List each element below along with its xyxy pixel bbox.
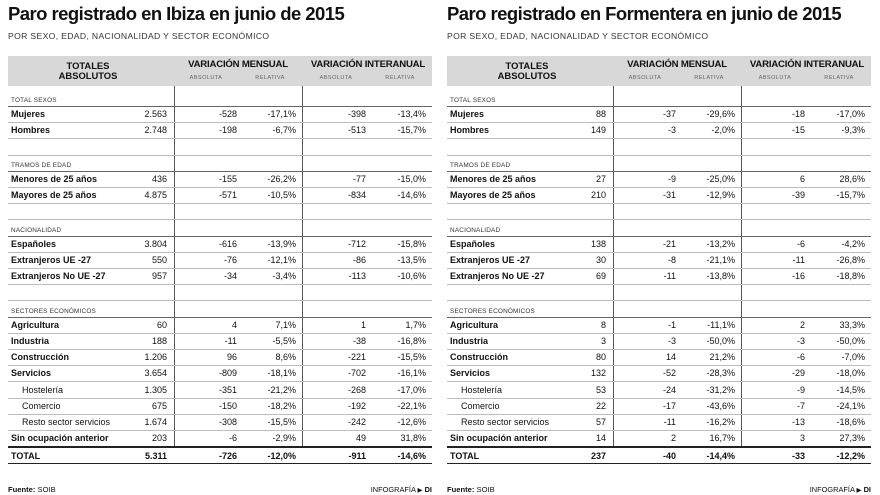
credit-brand: DI — [863, 485, 871, 494]
cell-value: 14 — [665, 352, 676, 362]
cell-value: -50,0% — [836, 336, 865, 346]
cell-value: -43,6% — [706, 401, 735, 411]
row-label: TRAMOS DE EDAD — [11, 162, 72, 169]
cell-value: -86 — [352, 255, 366, 265]
row-label: SECTORES ECONÓMICOS — [11, 308, 96, 315]
cell-value: -29 — [791, 368, 805, 378]
cell-value: 2.748 — [144, 125, 167, 135]
row-label: Hombres — [450, 125, 490, 135]
table-row — [8, 349, 432, 366]
cell-value: -4,2% — [841, 239, 865, 249]
row-label: Sin ocupación anterior — [11, 433, 109, 443]
cell-value: -76 — [223, 255, 237, 265]
cell-value: 80 — [595, 352, 606, 362]
source-label: Fuente: — [447, 485, 475, 494]
cell-value: -11,1% — [707, 320, 735, 330]
cell-value: -34 — [223, 271, 237, 281]
cell-value: -221 — [347, 352, 366, 362]
table-row — [8, 171, 432, 188]
cell-value: -31 — [662, 190, 676, 200]
cell-value: -22,1% — [397, 401, 426, 411]
cell-value: -24,1% — [836, 401, 865, 411]
table-row — [447, 414, 871, 431]
infografia-credit — [371, 485, 432, 494]
row-label: Extranjeros No UE -27 — [11, 271, 106, 281]
cell-value: -15,7% — [836, 190, 865, 200]
row-label: Extranjeros UE -27 — [11, 255, 92, 265]
row-label: Hombres — [11, 125, 51, 135]
table-row — [447, 398, 871, 415]
cell-value: -29,6% — [706, 109, 735, 119]
table-row — [8, 333, 432, 350]
ibiza-table-panel — [8, 0, 438, 495]
cell-value: -12,9% — [706, 190, 735, 200]
row-label: NACIONALIDAD — [450, 227, 501, 234]
cell-value: -155 — [218, 174, 237, 184]
section-header — [8, 301, 432, 318]
header-totales — [8, 56, 168, 86]
cell-value: 4.875 — [144, 190, 167, 200]
cell-value: 5.311 — [144, 451, 167, 461]
subheader-absoluta: ABSOLUTA — [758, 75, 792, 81]
header-totales-line1: TOTALES — [66, 60, 110, 71]
header-variacion-mensual-group — [174, 56, 302, 86]
source-note — [8, 485, 56, 494]
cell-value: 957 — [151, 271, 167, 281]
subheader-relativa: RELATIVA — [694, 75, 724, 81]
cell-value: -38 — [352, 336, 366, 346]
cell-value: -3,4% — [272, 271, 296, 281]
cell-value: -9 — [796, 385, 805, 395]
cell-value: 3.654 — [144, 368, 167, 378]
cell-value: 210 — [590, 190, 606, 200]
cell-value: -14,6% — [397, 451, 426, 461]
row-label: Hostelería — [461, 385, 503, 395]
cell-value: -18,8% — [836, 271, 865, 281]
table-row — [8, 382, 432, 399]
source-value: SOIB — [476, 485, 495, 494]
header-variacion-interanual: VARIACIÓN INTERANUAL — [310, 59, 426, 70]
cell-value: 2.563 — [144, 109, 167, 119]
cell-value: -52 — [662, 368, 676, 378]
cell-value: -16,2% — [706, 417, 735, 427]
cell-value: -18 — [791, 109, 805, 119]
cell-value: 149 — [590, 125, 606, 135]
cell-value: 2 — [670, 433, 676, 443]
row-label: Industria — [450, 336, 489, 346]
cell-value: -192 — [347, 401, 366, 411]
table-row — [8, 365, 432, 382]
cell-value: 237 — [590, 451, 606, 461]
cell-value: -11 — [663, 417, 676, 427]
cell-value: -24 — [662, 385, 676, 395]
cell-value: 88 — [595, 109, 606, 119]
cell-value: -12,0% — [267, 451, 296, 461]
cell-value: -40 — [662, 451, 676, 461]
play-triangle-icon: ▶ — [856, 487, 862, 494]
table-header — [8, 56, 432, 86]
row-label: Industria — [11, 336, 50, 346]
row-label: Mujeres — [450, 109, 485, 119]
cell-value: 16,7% — [709, 433, 735, 443]
cell-value: -11 — [224, 336, 237, 346]
row-label: Españoles — [450, 239, 496, 249]
cell-value: -15,5% — [267, 417, 296, 427]
cell-value: 27 — [595, 174, 606, 184]
cell-value: -6 — [796, 239, 805, 249]
row-label: Resto sector servicios — [22, 417, 111, 427]
cell-value: -7,0% — [841, 352, 865, 362]
subheader-relativa: RELATIVA — [824, 75, 854, 81]
table-row — [447, 333, 871, 350]
section-header — [8, 90, 432, 107]
table-row — [8, 122, 432, 139]
credit-label: INFOGRAFÍA — [809, 485, 855, 494]
cell-value: 4 — [231, 320, 237, 330]
table-row — [447, 252, 871, 269]
row-label: Españoles — [11, 239, 57, 249]
cell-value: -11 — [663, 271, 676, 281]
row-label: TRAMOS DE EDAD — [450, 162, 511, 169]
table-row — [447, 171, 871, 188]
cell-value: -14,5% — [836, 385, 865, 395]
cell-value: 96 — [226, 352, 237, 362]
subheader-relativa: RELATIVA — [255, 75, 285, 81]
cell-value: -26,2% — [267, 174, 296, 184]
cell-value: -113 — [348, 271, 366, 281]
cell-value: 8,6% — [275, 352, 296, 362]
cell-value: -16 — [791, 271, 805, 281]
cell-value: -308 — [218, 417, 237, 427]
cell-value: 22 — [595, 401, 606, 411]
row-label: Servicios — [11, 368, 52, 378]
cell-value: -6 — [228, 433, 237, 443]
row-label: Hostelería — [22, 385, 64, 395]
cell-value: 132 — [590, 368, 606, 378]
row-label: Comercio — [22, 401, 61, 411]
cell-value: 30 — [595, 255, 606, 265]
cell-value: 3 — [600, 336, 606, 346]
cell-value: -571 — [218, 190, 237, 200]
cell-value: -712 — [347, 239, 366, 249]
source-note — [447, 485, 495, 494]
bottom-rule — [8, 463, 432, 464]
row-label: Mujeres — [11, 109, 46, 119]
table-row — [447, 349, 871, 366]
table-row — [8, 139, 432, 156]
cell-value: -15 — [791, 125, 805, 135]
cell-value: -16,8% — [397, 336, 426, 346]
cell-value: -14,6% — [397, 190, 426, 200]
cell-value: -18,1% — [267, 368, 296, 378]
section-header — [8, 220, 432, 237]
cell-value: -5,5% — [272, 336, 296, 346]
row-label: TOTAL SEXOS — [450, 97, 496, 104]
cell-value: 2 — [799, 320, 805, 330]
table-row — [447, 122, 871, 139]
cell-value: -13,9% — [267, 239, 296, 249]
table-row — [447, 382, 871, 399]
row-label: Construcción — [11, 352, 70, 362]
cell-value: -11 — [792, 255, 805, 265]
cell-value: -911 — [348, 451, 366, 461]
table-row — [447, 187, 871, 204]
subheader-absoluta: ABSOLUTA — [628, 75, 662, 81]
total-row — [8, 448, 432, 464]
cell-value: 57 — [595, 417, 606, 427]
infografia-credit — [810, 485, 871, 494]
cell-value: -726 — [218, 451, 237, 461]
subheader-absoluta: ABSOLUTA — [319, 75, 353, 81]
cell-value: -15,0% — [397, 174, 426, 184]
play-triangle-icon: ▶ — [417, 487, 423, 494]
cell-value: -25,0% — [706, 174, 735, 184]
row-label: Resto sector servicios — [461, 417, 550, 427]
total-divider — [447, 446, 871, 448]
total-row — [447, 448, 871, 464]
source-value: SOIB — [37, 485, 56, 494]
table-row — [8, 236, 432, 253]
cell-value: 49 — [355, 433, 366, 443]
table-header — [447, 56, 871, 86]
cell-value: -351 — [218, 385, 237, 395]
cell-value: -6,7% — [272, 125, 296, 135]
cell-value: 1 — [360, 320, 366, 330]
cell-value: -13,4% — [397, 109, 426, 119]
table-row — [447, 203, 871, 220]
header-totales-line1: TOTALES — [505, 60, 549, 71]
cell-value: -50,0% — [706, 336, 735, 346]
cell-value: -13,2% — [706, 239, 735, 249]
section-header — [8, 155, 432, 172]
header-variacion-mensual: VARIACIÓN MENSUAL — [188, 59, 288, 70]
cell-value: 1.305 — [144, 385, 167, 395]
cell-value: 3 — [799, 433, 805, 443]
panel-title: Paro registrado en Formentera en junio de 2015 — [447, 3, 842, 24]
cell-value: 27,3% — [839, 433, 865, 443]
cell-value: -28,3% — [706, 368, 735, 378]
cell-value: -21,1% — [706, 255, 735, 265]
cell-value: -198 — [218, 125, 237, 135]
cell-value: 3.804 — [144, 239, 167, 249]
cell-value: 436 — [151, 174, 167, 184]
cell-value: -18,6% — [836, 417, 865, 427]
table-row — [8, 414, 432, 431]
table-row — [447, 317, 871, 334]
cell-value: -17,0% — [836, 109, 865, 119]
cell-value: 60 — [156, 320, 167, 330]
table-row — [447, 430, 871, 447]
cell-value: -150 — [218, 401, 237, 411]
cell-value: -10,5% — [267, 190, 296, 200]
row-label: Servicios — [450, 368, 491, 378]
source-label: Fuente: — [8, 485, 36, 494]
cell-value: 69 — [595, 271, 606, 281]
row-label: SECTORES ECONÓMICOS — [450, 308, 535, 315]
cell-value: -834 — [347, 190, 366, 200]
cell-value: -3 — [667, 125, 676, 135]
row-label: TOTAL — [11, 451, 41, 461]
cell-value: -14,4% — [706, 451, 735, 461]
cell-value: -21,2% — [267, 385, 296, 395]
cell-value: 33,3% — [839, 320, 865, 330]
row-label: Agricultura — [11, 320, 60, 330]
cell-value: -31,2% — [706, 385, 735, 395]
cell-value: -398 — [347, 109, 366, 119]
cell-value: -15,5% — [397, 352, 426, 362]
table-row — [8, 106, 432, 123]
table-row — [8, 430, 432, 447]
table-row — [8, 268, 432, 285]
total-divider — [8, 446, 432, 448]
cell-value: 203 — [151, 433, 167, 443]
table-row — [8, 203, 432, 220]
cell-value: 675 — [151, 401, 167, 411]
cell-value: -26,8% — [836, 255, 865, 265]
header-variacion-mensual-group — [613, 56, 741, 86]
row-label: Menores de 25 años — [11, 174, 98, 184]
section-header — [447, 301, 871, 318]
cell-value: 1.206 — [144, 352, 167, 362]
table-row — [447, 139, 871, 156]
cell-value: 7,1% — [275, 320, 296, 330]
table-row — [8, 187, 432, 204]
cell-value: -13,5% — [397, 255, 426, 265]
header-variacion-interanual-group — [743, 56, 871, 86]
bottom-rule — [447, 463, 871, 464]
header-variacion-mensual: VARIACIÓN MENSUAL — [627, 59, 727, 70]
row-label: Agricultura — [450, 320, 499, 330]
cell-value: -3 — [796, 336, 805, 346]
header-totales — [447, 56, 607, 86]
cell-value: -513 — [347, 125, 366, 135]
cell-value: -268 — [347, 385, 366, 395]
cell-value: -39 — [791, 190, 805, 200]
cell-value: 53 — [595, 385, 606, 395]
table-row — [447, 365, 871, 382]
formentera-table-panel — [447, 0, 877, 495]
cell-value: -13,8% — [706, 271, 735, 281]
table-row — [8, 284, 432, 301]
cell-value: -7 — [796, 401, 805, 411]
cell-value: -809 — [218, 368, 237, 378]
cell-value: -17,1% — [267, 109, 296, 119]
cell-value: -9 — [667, 174, 676, 184]
panel-title: Paro registrado en Ibiza en junio de 2015 — [8, 3, 345, 24]
cell-value: 1.674 — [144, 417, 167, 427]
row-label: Extranjeros No UE -27 — [450, 271, 545, 281]
cell-value: 550 — [151, 255, 167, 265]
table-row — [8, 317, 432, 334]
cell-value: -15,8% — [397, 239, 426, 249]
cell-value: 1,7% — [405, 320, 426, 330]
section-header — [447, 90, 871, 107]
cell-value: -6 — [796, 352, 805, 362]
table-row — [447, 106, 871, 123]
header-totales-line2: ABSOLUTOS — [58, 70, 118, 81]
cell-value: -77 — [352, 174, 366, 184]
cell-value: -18,0% — [836, 368, 865, 378]
cell-value: -33 — [791, 451, 805, 461]
cell-value: -18,2% — [267, 401, 296, 411]
cell-value: -12,1% — [267, 255, 296, 265]
cell-value: 21,2% — [709, 352, 735, 362]
table-row — [447, 268, 871, 285]
cell-value: -10,6% — [397, 271, 426, 281]
row-label: Comercio — [461, 401, 500, 411]
cell-value: -9,3% — [841, 125, 865, 135]
cell-value: -15,7% — [397, 125, 426, 135]
cell-value: -12,6% — [397, 417, 426, 427]
row-label: Construcción — [450, 352, 509, 362]
cell-value: 31,8% — [400, 433, 426, 443]
section-header — [447, 155, 871, 172]
cell-value: -8 — [667, 255, 676, 265]
panel-subtitle: POR SEXO, EDAD, NACIONALIDAD Y SECTOR ECONÓMICO — [447, 31, 709, 41]
cell-value: 14 — [595, 433, 606, 443]
row-label: TOTAL SEXOS — [11, 97, 57, 104]
row-label: Mayores de 25 años — [11, 190, 97, 200]
cell-value: -12,2% — [836, 451, 865, 461]
cell-value: -37 — [662, 109, 676, 119]
table-row — [8, 398, 432, 415]
credit-label: INFOGRAFÍA — [370, 485, 416, 494]
cell-value: -21 — [662, 239, 676, 249]
row-label: Mayores de 25 años — [450, 190, 536, 200]
header-variacion-interanual-group — [304, 56, 432, 86]
cell-value: -242 — [347, 417, 366, 427]
header-variacion-interanual: VARIACIÓN INTERANUAL — [749, 59, 865, 70]
row-label: TOTAL — [450, 451, 480, 461]
table-row — [447, 284, 871, 301]
row-label: Extranjeros UE -27 — [450, 255, 531, 265]
cell-value: -13 — [791, 417, 805, 427]
cell-value: -702 — [347, 368, 366, 378]
row-label: Sin ocupación anterior — [450, 433, 548, 443]
row-label: Menores de 25 años — [450, 174, 537, 184]
cell-value: -1 — [667, 320, 676, 330]
cell-value: 28,6% — [839, 174, 865, 184]
cell-value: 8 — [600, 320, 606, 330]
section-header — [447, 220, 871, 237]
cell-value: 188 — [151, 336, 167, 346]
panel-subtitle: POR SEXO, EDAD, NACIONALIDAD Y SECTOR ECONÓMICO — [8, 31, 270, 41]
subheader-relativa: RELATIVA — [385, 75, 415, 81]
cell-value: -616 — [218, 239, 237, 249]
cell-value: -3 — [667, 336, 676, 346]
cell-value: 138 — [590, 239, 606, 249]
header-totales-line2: ABSOLUTOS — [497, 70, 557, 81]
table-row — [8, 252, 432, 269]
table-row — [447, 236, 871, 253]
row-label: NACIONALIDAD — [11, 227, 62, 234]
cell-value: -16,1% — [397, 368, 426, 378]
cell-value: -17,0% — [397, 385, 426, 395]
cell-value: -17 — [662, 401, 676, 411]
cell-value: -528 — [218, 109, 237, 119]
cell-value: -2,9% — [272, 433, 296, 443]
credit-brand: DI — [424, 485, 432, 494]
subheader-absoluta: ABSOLUTA — [189, 75, 223, 81]
cell-value: -2,0% — [711, 125, 735, 135]
cell-value: 6 — [799, 174, 805, 184]
